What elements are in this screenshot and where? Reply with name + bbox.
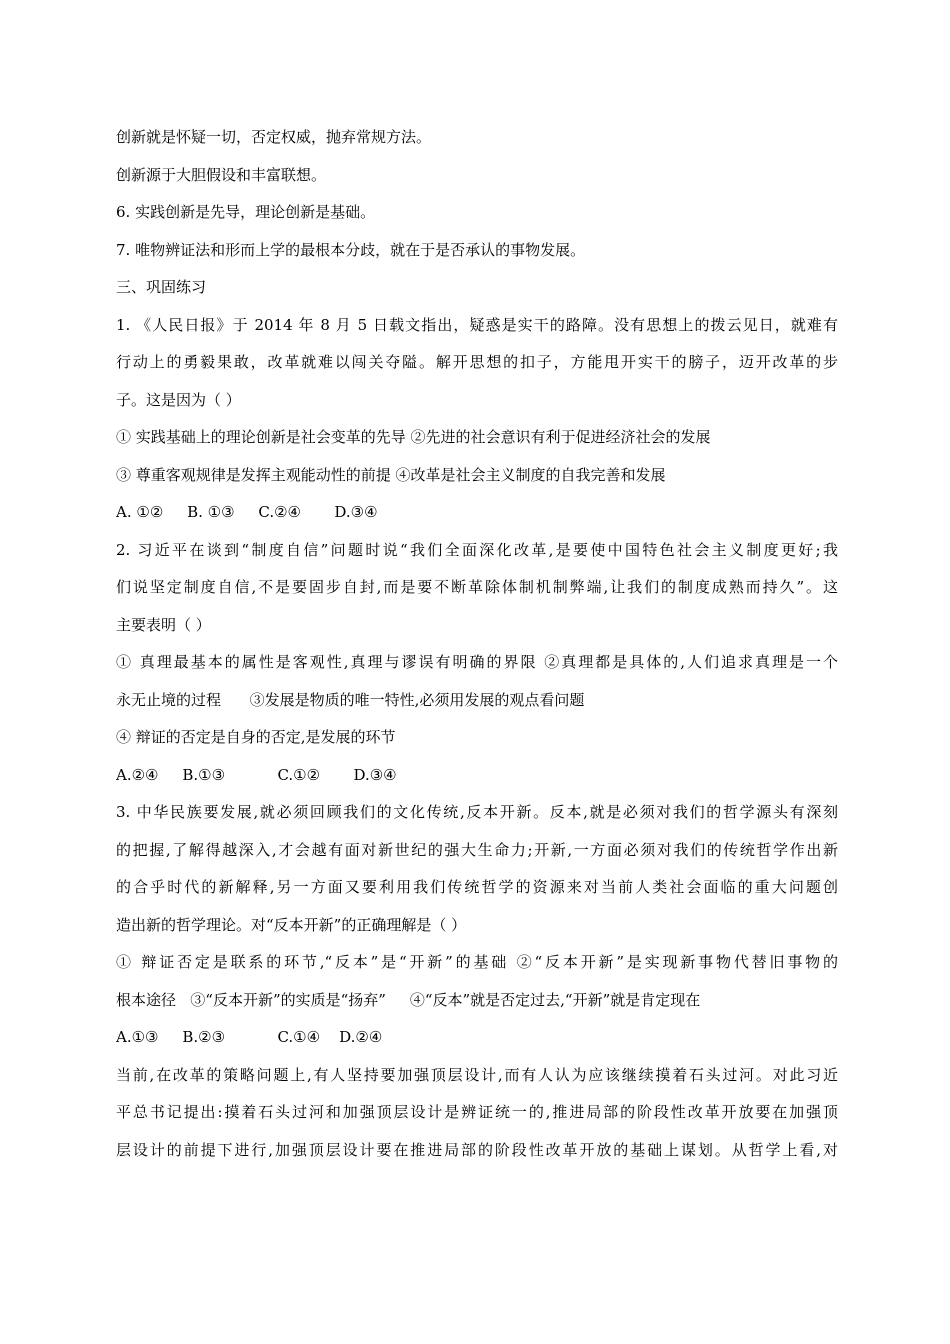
text-line: 6. 实践创新是先导，理论创新是基础。 <box>116 203 376 221</box>
section-heading: 三、巩固练习 <box>116 278 207 296</box>
question-4-text: 层设计的前提下进行,加强顶层设计要在推进局部的阶段性改革开放的基础上谋划。从哲学上看,对 <box>116 1140 838 1159</box>
question-4-text: 平总书记提出:摸着石头过河和加强顶层设计是辨证统一的,推进局部的阶段性改革开放要在加强顶 <box>116 1103 838 1121</box>
question-4-text: 当前,在改革的策略问题上,有人坚持要加强顶层设计,而有人认为应该继续摸着石头过河。对此习近 <box>116 1065 838 1084</box>
question-1-statement: ③ 尊重客观规律是发挥主观能动性的前提 ④改革是社会主义制度的自我完善和发展 <box>116 465 666 484</box>
question-3-statement: 根本途径 ③“反本开新”的实质是“扬弃” ④“反本”就是否定过去,“开新”就是肯定现在 <box>116 990 701 1009</box>
question-2-statement: ④ 辩证的否定是自身的否定,是发展的环节 <box>116 728 396 746</box>
question-1-text: 子。这是因为（ ） <box>116 390 241 409</box>
question-2-statement: 永无止境的过程 ③发展是物质的唯一特性,必须用发展的观点看问题 <box>116 690 585 709</box>
question-1-options: A. ①② B. ①③ C.②④ D.③④ <box>116 503 378 521</box>
question-2-text: 们说坚定制度自信,不是要固步自封,而是要不断革除体制机制弊端,让我们的制度成熟而持久”。这 <box>116 578 838 596</box>
question-1-text: 行动上的勇毅果敢，改革就难以闯关夺隘。解开思想的扣子，方能甩开实干的膀子，迈开改革的步 <box>116 353 838 371</box>
question-1-statement: ① 实践基础上的理论创新是社会变革的先导 ②先进的社会意识有利于促进经济社会的发展 <box>116 428 711 446</box>
question-1-text: 1. 《人民日报》于 2014 年 8 月 5 日载文指出，疑惑是实干的路障。没有思想上的拨云见日，就难有 <box>116 315 838 334</box>
question-3-options: A.①③ B.②③ C.①④ D.②④ <box>116 1028 383 1046</box>
question-3-text: 的把握,了解得越深入,才会越有面对新世纪的强大生命力;开新,一方面必须对我们的传统哲学作出新 <box>116 840 838 859</box>
question-2-statement: ① 真理最基本的属性是客观性,真理与谬误有明确的界限 ②真理都是具体的,人们追求真理是一个 <box>116 653 838 671</box>
question-2-options: A.②④ B.①③ C.①② D.③④ <box>116 765 397 784</box>
question-3-statement: ① 辩证否定是联系的环节,“反本”是“开新”的基础 ②“反本开新”是实现新事物代替旧事物的 <box>116 953 838 971</box>
question-2-text: 2. 习近平在谈到“制度自信”问题时说“我们全面深化改革,是要使中国特色社会主义制度更好;我 <box>116 540 838 559</box>
question-3-text: 造出新的哲学理论。对“反本开新”的正确理解是（ ） <box>116 915 467 934</box>
question-2-text: 主要表明（ ） <box>116 615 211 634</box>
document-body <box>116 122 838 1172</box>
text-line: 创新就是怀疑一切，否定权威，抛弃常规方法。 <box>116 128 432 146</box>
question-3-text: 的合乎时代的新解释,另一方面又要利用我们传统哲学的资源来对当前人类社会面临的重大问题创 <box>116 878 838 896</box>
question-3-text: 3. 中华民族要发展,就必须回顾我们的文化传统,反本开新。反本,就是必须对我们的哲学源头有深刻 <box>116 803 838 821</box>
text-line: 创新源于大胆假设和丰富联想。 <box>116 165 327 184</box>
text-line: 7. 唯物辨证法和形而上学的最根本分歧，就在于是否承认的事物发展。 <box>116 240 586 259</box>
